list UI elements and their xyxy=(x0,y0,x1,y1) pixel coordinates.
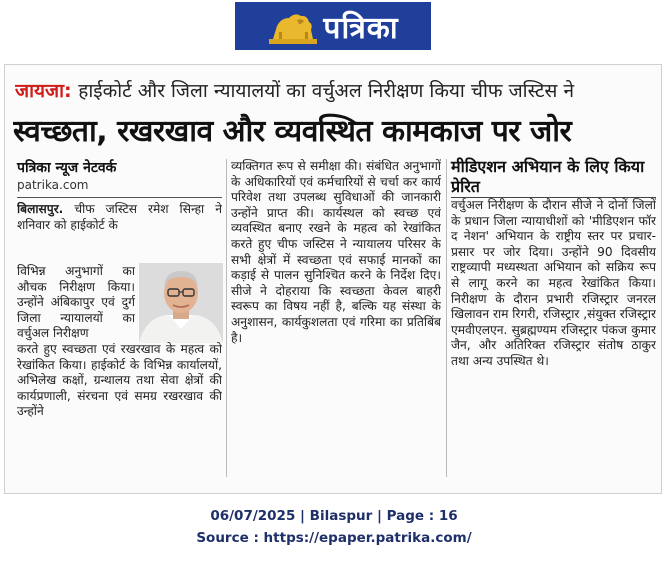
byline-divider xyxy=(17,197,222,198)
column-1-bottom: करते हुए स्वच्छता एवं रखरखाव के महत्व को रेखांकित किया। हाईकोर्ट के विभिन्न कार्यालयों, अभिलेख कक्षों, ग्रन्थालय तथा सेवा क्षेत्रों की कार्यप्रणाली, संरचना एवं समग्र रखरखाव की उन्होंने xyxy=(17,342,222,419)
byline-url: patrika.com xyxy=(17,178,89,192)
masthead xyxy=(235,2,431,50)
column-divider xyxy=(226,159,227,477)
column-1-mid: विभिन्न अनुभागों का औचक निरीक्षण किया। उन्होंने अंबिकापुर एवं दुर्ग जिला न्यायालयों का वर्चुअल निरीक्षण xyxy=(17,264,135,341)
source-date-line: 06/07/2025 | Bilaspur | Page : 16 xyxy=(210,508,458,524)
kicker-text: हाईकोर्ट और जिला न्यायालयों का वर्चुअल निरीक्षण किया चीफ जस्टिस ने xyxy=(78,80,574,102)
subheadline: मीडिएशन अभियान के लिए किया प्रेरित xyxy=(451,157,656,198)
dateline: बिलासपुर. xyxy=(17,202,64,216)
news-clipping xyxy=(4,64,662,494)
portrait-icon xyxy=(139,263,223,343)
kicker-label: जायजा: xyxy=(15,80,72,102)
byline: पत्रिका न्यूज नेटवर्क xyxy=(17,160,117,176)
column-3: वर्चुअल निरीक्षण के दौरान सीजे ने दोनों जिलों के प्रधान जिला न्यायाधीशों को 'मीडिएशन फॉर द नेशन' अभियान के राष्ट्रीय स्तर पर प्रचार-प्रसार पर जोर दिया। उन्होंने 90 दिवसीय राष्ट्रव्यापी मध्यस्थता अभियान को सक्रिय रूप से लागू करने का महत्व रेखांकित किया। निरीक्षण के दौरान प्रभारी रजिस्ट्रार जनरल खिलावन राम रिगरी, रजिस्ट्रार ,संयुक्त रजिस्ट्रार एमवीएलएन. सुब्रह्मण्यम रजिस्ट्रार पंकज कुमार जैन, और अतिरिक्त रजिस्ट्रार संतोष ठाकुर तथा अन्य उपस्थित थे। xyxy=(451,198,656,368)
column-divider xyxy=(446,159,447,477)
column-1-top xyxy=(17,202,222,264)
headline: स्वच्छता, रखरखाव और व्यवस्थित कामकाज पर जोर xyxy=(13,114,572,149)
brand-name: पत्रिका xyxy=(323,10,399,46)
column-2: व्यक्तिगत रूप से समीक्षा की। संबंधित अनुभागों के अधिकारियों एवं कर्मचारियों से चर्चा कर कार्य परिवेश तथा उपलब्ध सुविधाओं की जानकारी उन्होंने प्राप्त की। कार्यस्थल को स्वच्छ एवं व्यवस्थित बनाए रखने के महत्व को रेखांकित करते हुए चीफ जस्टिस ने न्यायालय परिसर के सभी क्षेत्रों में स्वच्छता एवं सफाई मानकों का कड़ाई से पालन सुनिश्चित करने के निर्देश दिए। सीजे ने दोहराया कि स्वच्छता केवल बाहरी स्वरूप का विषय नहीं है, बल्कि यह संस्था के अनुशासन, कार्यकुशलता एवं गरिमा का प्रतिबिंब है। xyxy=(231,159,441,345)
source-url-line: Source : https://epaper.patrika.com/ xyxy=(196,530,472,546)
column-1-top-text: चीफ जस्टिस रमेश सिन्हा ने शनिवार को हाईकोर्ट के xyxy=(17,202,222,232)
kicker-line xyxy=(15,77,655,105)
lion-icon xyxy=(267,6,319,46)
